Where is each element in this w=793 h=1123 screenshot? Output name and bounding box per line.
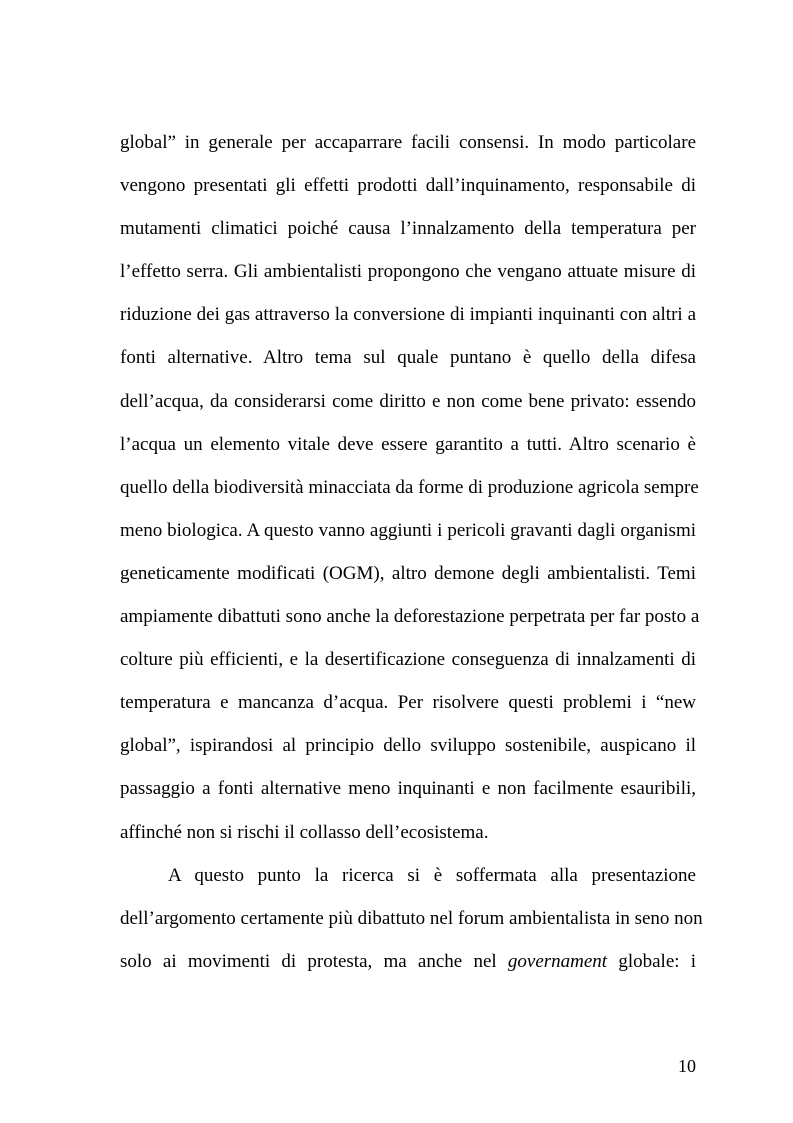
text-line: l’acqua un elemento vitale deve essere garantito a tutti. Altro scenario è [120,433,696,455]
text-line: colture più efficienti, e la desertificazione conseguenza di innalzamenti di [120,649,696,671]
paragraph-end-line: affinché non si rischi il collasso dell’ecosistema. [120,821,489,843]
page-number: 10 [678,1056,696,1076]
text-segment: globale: i [618,950,697,972]
text-line-with-italic [120,944,696,987]
text-line: riduzione dei gas attraverso la conversione di impianti inquinanti con altri a [120,304,696,326]
text-line: global” in generale per accaparrare facili consensi. In modo particolare [120,132,696,153]
text-segment: solo ai movimenti di protesta, ma anche nel [120,950,497,972]
text-line: quello della biodiversità minacciata da forme di produzione agricola sempre [120,476,699,498]
text-line: dell’argomento certamente più dibattuto nel forum ambientalista in seno non [120,907,703,929]
text-line: temperatura e mancanza d’acqua. Per risolvere questi problemi i “new [120,692,696,714]
body-text [120,125,703,987]
text-line: mutamenti climatici poiché causa l’innalzamento della temperatura per [120,218,696,240]
paragraph-start-line: A questo punto la ricerca si è soffermata alla presentazione [168,864,696,886]
text-line: meno biologica. A questo vanno aggiunti i pericoli gravanti dagli organismi [120,519,696,541]
text-line: fonti alternative. Altro tema sul quale puntano è quello della difesa [120,347,696,369]
text-line: passaggio a fonti alternative meno inquinanti e non facilmente esauribili, [120,778,696,800]
text-line: vengono presentati gli effetti prodotti dall’inquinamento, responsabile di [120,175,696,197]
text-line: ampiamente dibattuti sono anche la deforestazione perpetrata per far posto a [120,606,700,628]
italic-term: governament [507,950,608,972]
text-line: geneticamente modificati (OGM), altro demone degli ambientalisti. Temi [120,562,696,584]
text-line: dell’acqua, da considerarsi come diritto e non come bene privato: essendo [120,390,696,412]
text-line: l’effetto serra. Gli ambientalisti propongono che vengano attuate misure di [120,261,696,283]
text-line: global”, ispirandosi al principio dello sviluppo sostenibile, auspicano il [120,735,696,757]
